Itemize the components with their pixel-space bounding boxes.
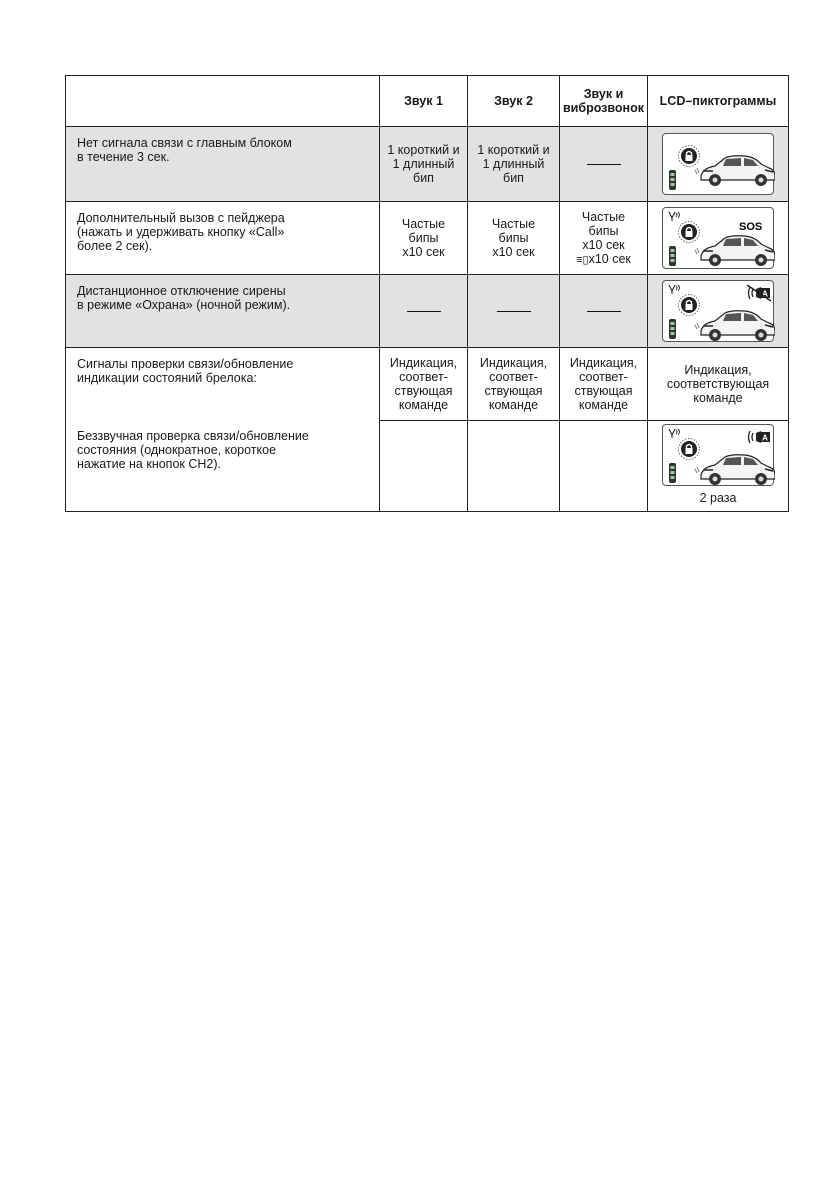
cell-sound1: Частые бипы x10 сек (380, 202, 468, 275)
cell-sound-vibro: Частые бипы x10 сек ≡▯x10 сек (560, 202, 648, 275)
header-sound-vibro: Звук и виброзвонок (560, 76, 648, 127)
header-sound1: Звук 1 (380, 76, 468, 127)
cell-sound2: Индикация, соответ- ствующая команде (468, 348, 560, 421)
header-sound2: Звук 2 (468, 76, 560, 127)
header-empty (66, 76, 380, 127)
battery-icon (669, 246, 676, 266)
row-description: Беззвучная проверка связи/обновление состояния (однократное, короткое нажатие на кнопок CH2). (66, 421, 380, 512)
dash-icon (587, 311, 621, 312)
battery-icon (669, 170, 676, 190)
cell-sound1: Индикация, соответ- ствующая команде (380, 348, 468, 421)
cell-lcd: Индикация, соответствующая команде (648, 348, 789, 421)
lcd-pictogram (662, 133, 774, 195)
cell-sound-vibro: Индикация, соответ- ствующая команде (560, 348, 648, 421)
siren-icon (749, 431, 771, 443)
repeat-caption: 2 раза (699, 491, 737, 505)
antenna-icon (669, 429, 680, 438)
signals-table (65, 75, 789, 512)
sos-label: SOS (739, 221, 763, 233)
cell-sound2 (468, 421, 560, 512)
table-row (66, 275, 789, 348)
dash-icon (587, 164, 621, 165)
car-icon (695, 311, 775, 341)
table-row (66, 421, 789, 512)
cell-sound1 (380, 275, 468, 348)
cell-sound2 (468, 275, 560, 348)
lcd-pictogram (662, 424, 774, 486)
lock-icon (679, 295, 700, 316)
cell-sound-vibro (560, 275, 648, 348)
cell-sound-vibro (560, 127, 648, 202)
battery-icon (669, 319, 676, 339)
table-row (66, 127, 789, 202)
table-row (66, 202, 789, 275)
cell-sound-vibro (560, 421, 648, 512)
lcd-pictogram (662, 280, 774, 342)
cell-sound2: Частые бипы x10 сек (468, 202, 560, 275)
car-icon (695, 156, 775, 186)
header-row (66, 76, 789, 127)
table-row (66, 348, 789, 421)
antenna-icon (669, 212, 680, 221)
row-description: Нет сигнала связи с главным блоком в течение 3 сек. (66, 127, 380, 202)
cell-lcd (648, 421, 789, 512)
cell-sound1: 1 короткий и 1 длинный бип (380, 127, 468, 202)
row-description: Дистанционное отключение сирены в режиме «Охрана» (ночной режим). (66, 275, 380, 348)
car-icon (695, 236, 775, 266)
row-description: Сигналы проверки связи/обновление индикации состояний брелока: (66, 348, 380, 421)
battery-icon (669, 463, 676, 483)
header-lcd: LCD–пиктограммы (648, 76, 789, 127)
antenna-icon (669, 285, 680, 294)
dash-icon (497, 311, 531, 312)
dash-icon (407, 311, 441, 312)
cell-lcd (648, 275, 789, 348)
row-description: Дополнительный вызов с пейджера (нажать и удерживать кнопку «Call» более 2 сек). (66, 202, 380, 275)
lock-icon (679, 146, 700, 167)
lock-icon (679, 439, 700, 460)
cell-sound2: 1 короткий и 1 длинный бип (468, 127, 560, 202)
car-icon (695, 455, 775, 485)
vibration-icon: ≡▯ (576, 253, 589, 266)
lock-icon (679, 222, 700, 243)
lcd-pictogram (662, 207, 774, 269)
cell-lcd (648, 202, 789, 275)
cell-sound1 (380, 421, 468, 512)
cell-lcd (648, 127, 789, 202)
